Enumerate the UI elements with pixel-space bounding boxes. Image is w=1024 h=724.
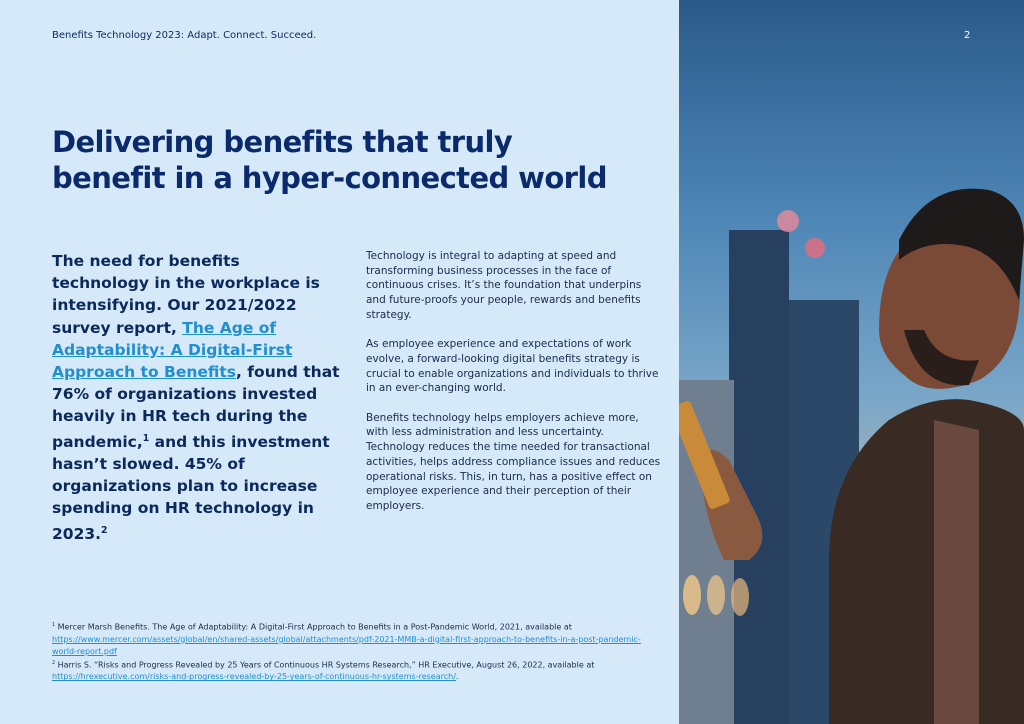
lead-text: The need for benefits technology in the workplace is intensifying. Our 2021/2022 survey report, [52, 252, 320, 337]
footnote-2 [52, 658, 652, 672]
photo-man-with-phone [679, 0, 1024, 724]
footnote-number: 1 [52, 623, 56, 628]
body-paragraph-1: Technology is integral to adapting at speed and transforming business processes in the face of continuous crises. It’s the foundation that underpins and future-proofs your people, rewards and benefits strategy. [366, 250, 642, 321]
page-number: 2 [964, 30, 971, 41]
report-link[interactable]: The Age of Adaptability: A Digital-First Approach to Benefits [52, 318, 293, 382]
lead-paragraph [52, 250, 342, 545]
footnote-1-link[interactable]: https://www.mercer.com/assets/global/en/shared-assets/global/attachments/pdf-2021-MMB-a-digital-first-approach-to-benefits-in-a-post-pandemic-world-report.pdf [52, 634, 641, 656]
lead-text: , found that 76% of organizations invested heavily in HR tech during the pandemic, [52, 363, 340, 451]
footnote-1 [52, 620, 652, 634]
person-silhouette [679, 0, 1024, 724]
footnote-text: Harris S. “Risks and Progress Revealed by 25 Years of Continuous HR Systems Research,” HR Executive, August 26, 2022, available at [55, 660, 595, 670]
lead-text: and this investment hasn’t slowed. 45% of organizations plan to increase spending on HR technology in 2023. [52, 432, 330, 543]
footnote-ref-2: 2 [101, 524, 108, 536]
footnote-2-link[interactable]: https://hrexecutive.com/risks-and-progress-revealed-by-25-years-of-continuous-hr-systems-research/ [52, 672, 456, 682]
footnotes [52, 620, 652, 683]
document-title: Benefits Technology 2023: Adapt. Connect. Succeed. [52, 30, 317, 41]
body-paragraph-2: As employee experience and expectations of work evolve, a forward-looking digital benefits strategy is crucial to enable organizations and individuals to thrive in an ever-changing world. [366, 338, 659, 395]
body-paragraph-3: Benefits technology helps employers achieve more, with less administration and less uncertainty. Technology reduces the time needed for transactional activities, helps address compliance issues and reduces operational risks. This, in turn, has a positive effect on employee experience and their perception of their employers. [366, 411, 661, 512]
heading-line-1: Delivering benefits that truly [52, 125, 513, 159]
page-heading [52, 124, 652, 196]
heading-line-2: benefit in a hyper-connected world [52, 161, 607, 195]
footnote-period: . [455, 672, 459, 682]
footnote-ref-1: 1 [142, 432, 150, 444]
footnote-text: Mercer Marsh Benefits. The Age of Adaptability: A Digital-First Approach to Benefits in a Post-Pandemic World, 2021, available at [55, 622, 572, 632]
body-column [366, 249, 664, 528]
footnote-2-link-row [52, 671, 652, 683]
footnote-number: 2 [52, 660, 56, 666]
